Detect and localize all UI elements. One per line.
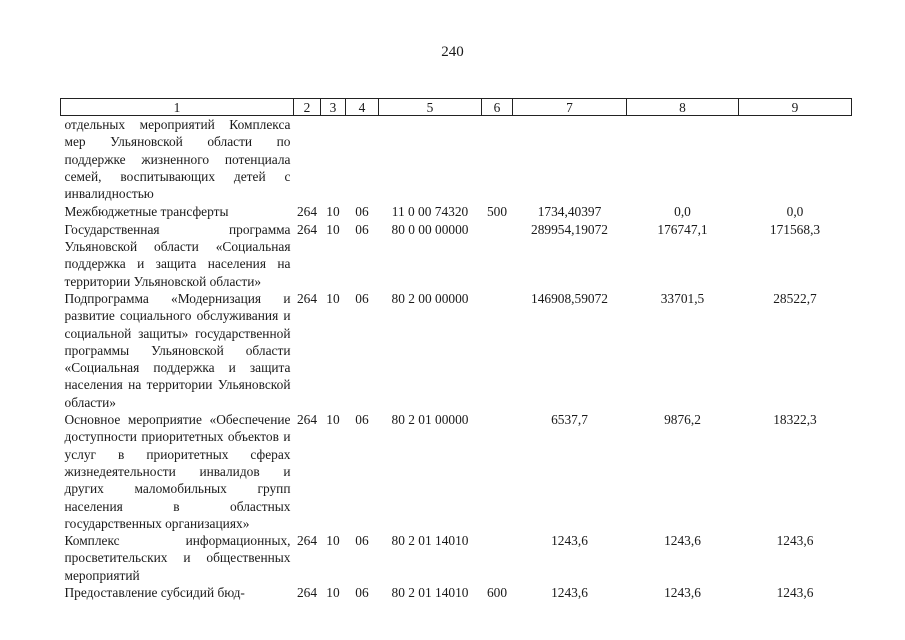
row-section: 10 <box>326 221 340 237</box>
page-number: 240 <box>441 44 464 60</box>
row-year2: 176747,1 <box>657 221 708 237</box>
row-name: Межбюджетные трансферты <box>64 204 229 220</box>
row-subsection <box>346 116 379 203</box>
header-cell-6: 6 <box>482 99 513 116</box>
row-target: 80 2 00 00000 <box>391 290 469 306</box>
header-cell-2: 2 <box>294 99 321 116</box>
row-type <box>482 532 513 584</box>
row-target: 80 2 01 14010 <box>391 533 469 549</box>
row-year3: 1243,6 <box>776 585 814 601</box>
row-target: 80 2 01 14010 <box>391 585 469 601</box>
row-section: 10 <box>326 533 340 549</box>
row-type <box>482 221 513 290</box>
row-year2 <box>627 116 739 203</box>
row-target: 80 0 00 00000 <box>391 221 469 237</box>
row-year2: 33701,5 <box>660 290 705 306</box>
header-cell-8: 8 <box>627 99 739 116</box>
table-row <box>61 584 852 601</box>
row-type <box>482 116 513 203</box>
row-subsection: 06 <box>355 221 369 237</box>
row-type <box>482 290 513 411</box>
row-subsection: 06 <box>355 533 369 549</box>
header-cell-3: 3 <box>321 99 346 116</box>
table-body <box>61 116 852 602</box>
row-section: 10 <box>326 204 340 220</box>
row-year3: 18322,3 <box>773 412 817 428</box>
row-section: 10 <box>326 585 340 601</box>
row-year2: 1243,6 <box>664 533 701 549</box>
row-year3: 1243,6 <box>776 533 814 549</box>
row-year3 <box>739 116 852 203</box>
row-year1: 1243,6 <box>551 585 588 601</box>
row-year1: 6537,7 <box>551 412 588 428</box>
header-cell-4: 4 <box>346 99 379 116</box>
row-year2: 0,0 <box>674 204 691 220</box>
row-name: Государственная программа Ульяновской области «Социальная поддержка и защита населения на территории Ульяновской области» <box>64 221 291 289</box>
table-header <box>61 99 852 116</box>
row-name: Предоставление субсидий бюд- <box>64 585 245 601</box>
row-ministry: 264 <box>296 533 318 549</box>
row-year1: 1734,40397 <box>537 204 602 220</box>
row-section <box>321 116 346 203</box>
row-target: 11 0 00 74320 <box>391 204 469 220</box>
row-year2: 9876,2 <box>664 412 701 428</box>
row-year1: 1243,6 <box>551 533 588 549</box>
row-subsection: 06 <box>355 585 369 601</box>
row-name: Подпрограмма «Модернизация и развитие социального обслуживания и социальной защиты» государственной программы Ульяновской области «Социальная поддержка и защита населения на территории Ульяновской области» <box>64 290 291 410</box>
row-subsection: 06 <box>355 290 369 306</box>
row-target <box>379 116 482 203</box>
row-year2: 1243,6 <box>664 585 701 601</box>
row-type: 600 <box>486 585 508 601</box>
header-cell-1: 1 <box>61 99 294 116</box>
row-section: 10 <box>326 412 340 428</box>
row-year1 <box>513 116 627 203</box>
row-year1: 146908,59072 <box>531 290 608 306</box>
row-ministry: 264 <box>296 412 318 428</box>
table-row <box>61 202 852 220</box>
header-cell-9: 9 <box>739 99 852 116</box>
table-row <box>61 411 852 532</box>
header-cell-5: 5 <box>379 99 482 116</box>
table-row <box>61 116 852 203</box>
row-ministry <box>294 116 321 203</box>
row-name: Основное мероприятие «Обеспечение доступности приоритетных объектов и услуг в приоритетных сферах жизнедеятельности инвалидов и других маломобильных групп населения в областных государственных организациях» <box>64 412 291 531</box>
row-type: 500 <box>486 204 508 220</box>
row-target: 80 2 01 00000 <box>391 412 469 428</box>
budget-table <box>60 98 852 601</box>
row-year3: 28522,7 <box>773 290 817 306</box>
table-row <box>61 290 852 411</box>
row-year3: 0,0 <box>786 204 804 220</box>
row-ministry: 264 <box>296 290 318 306</box>
row-subsection: 06 <box>355 204 369 220</box>
row-ministry: 264 <box>296 585 318 601</box>
row-year1: 289954,19072 <box>531 221 608 237</box>
row-ministry: 264 <box>296 221 318 237</box>
row-name: отдельных мероприятий Комплекса мер Ульяновской области по поддержке жизненного потенциала семей, воспитывающих детей с инвалидностью <box>64 117 291 202</box>
row-name: Комплекс информационных, просветительских и общественных мероприятий <box>64 533 291 583</box>
row-section: 10 <box>326 290 340 306</box>
row-year3: 171568,3 <box>769 221 821 237</box>
table-row <box>61 532 852 584</box>
row-ministry: 264 <box>296 204 318 220</box>
header-cell-7: 7 <box>513 99 627 116</box>
row-type <box>482 411 513 532</box>
table-row <box>61 221 852 290</box>
row-subsection: 06 <box>355 412 369 428</box>
